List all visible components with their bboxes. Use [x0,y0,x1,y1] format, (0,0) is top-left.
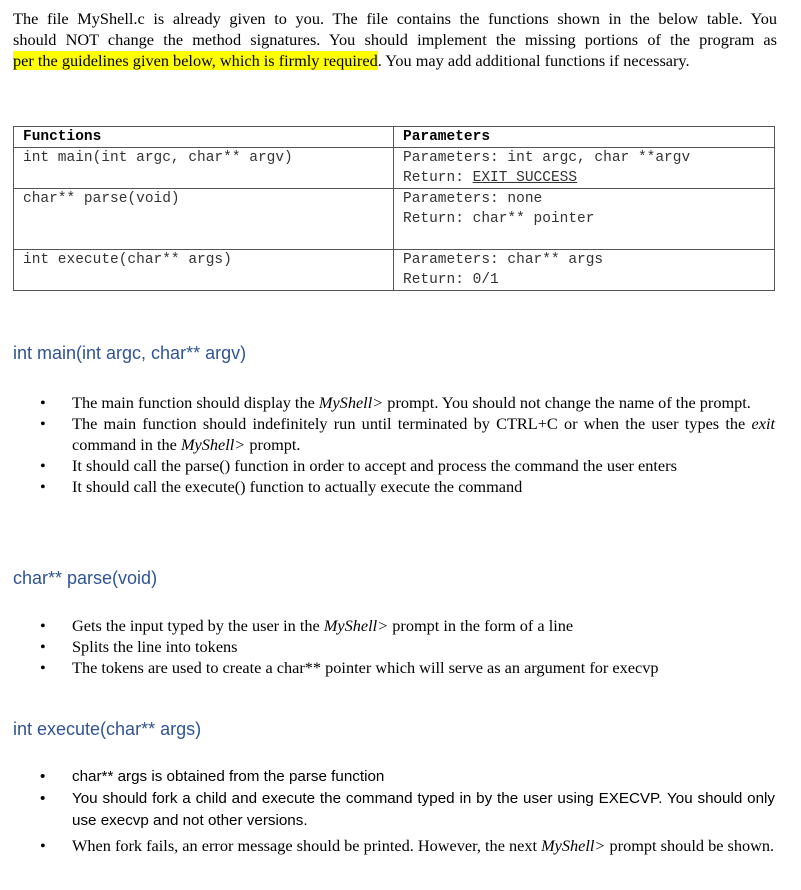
function-params [394,189,775,250]
list-item: • Splits the line into tokens [0,636,775,657]
text: The main function should indefinitely run until terminated by CTRL+C or when the user types the [72,414,752,433]
function-signature: char** parse(void) [14,189,394,250]
return-label: Return: [403,272,473,288]
list-item: • You should fork a child and execute the command typed in by the user using EXECVP. You should only use execvp and not other versions. [0,788,775,832]
text: Gets the input typed by the user in the [72,616,324,635]
heading-main: int main(int argc, char** argv) [13,343,247,363]
function-params [394,148,775,189]
intro-paragraph [13,8,777,71]
list-item: • The tokens are used to create a char** pointer which will serve as an argument for execvp [0,657,775,678]
list-item [0,413,775,455]
intro-line-3-rest: . You may add additional functions if necessary. [377,51,690,70]
intro-line-1: The file MyShell.c is already given to you. The file contains the functions shown in the below table. You [13,9,777,28]
function-signature: int execute(char** args) [14,250,394,291]
parse-bullets [0,615,775,678]
params-line: Parameters: int argc, char **argv [403,150,691,166]
exit-command: exit [751,414,775,433]
functions-table [13,126,775,291]
return-label: Return: [403,170,473,186]
table-header-row [14,127,775,148]
text: prompt should be shown. [605,836,775,855]
highlighted-requirement: per the guidelines given below, which is firmly required [13,51,378,70]
heading-parse: char** parse(void) [13,568,158,588]
list-item: • It should call the parse() function in order to accept and process the command the user enters [0,455,775,476]
return-line [403,168,774,188]
intro-line-2: should NOT change the method signatures. You should implement the missing portions of the program as [13,30,777,49]
table-row [14,250,775,291]
execute-bullets-serif [0,835,775,856]
intro-line-3 [13,50,777,71]
prompt-name: MyShell> [323,616,389,635]
return-value: char** pointer [472,211,595,227]
text: prompt. [245,435,301,454]
execute-bullets [0,766,775,832]
list-item: • char** args is obtained from the parse function [0,766,775,788]
list-item: • It should call the execute() function to actually execute the command [0,476,775,497]
list-item [0,835,775,856]
return-label: Return: [403,211,473,227]
prompt-name: MyShell> [180,435,246,454]
text: command in the [72,435,181,454]
text: prompt. You should not change the name of the prompt. [383,393,751,412]
text: When fork fails, an error message should be printed. However, the next [72,836,542,855]
params-line: Parameters: char** args [403,252,604,268]
table-row [14,189,775,250]
return-line [403,270,774,290]
function-params [394,250,775,291]
return-value: 0/1 [472,272,499,288]
list-item [0,392,775,413]
prompt-name: MyShell> [541,836,606,855]
function-signature: int main(int argc, char** argv) [14,148,394,189]
text: prompt in the form of a line [388,616,574,635]
params-line: Parameters: none [403,191,543,207]
main-bullets [0,392,775,497]
heading-execute: int execute(char** args) [13,719,202,739]
prompt-name: MyShell> [318,393,384,412]
header-parameters: Parameters [394,127,775,148]
table-row [14,148,775,189]
list-item [0,615,775,636]
header-functions: Functions [14,127,394,148]
return-value: EXIT_SUCCESS [472,170,578,186]
return-line [403,209,774,229]
text: The main function should display the [72,393,319,412]
